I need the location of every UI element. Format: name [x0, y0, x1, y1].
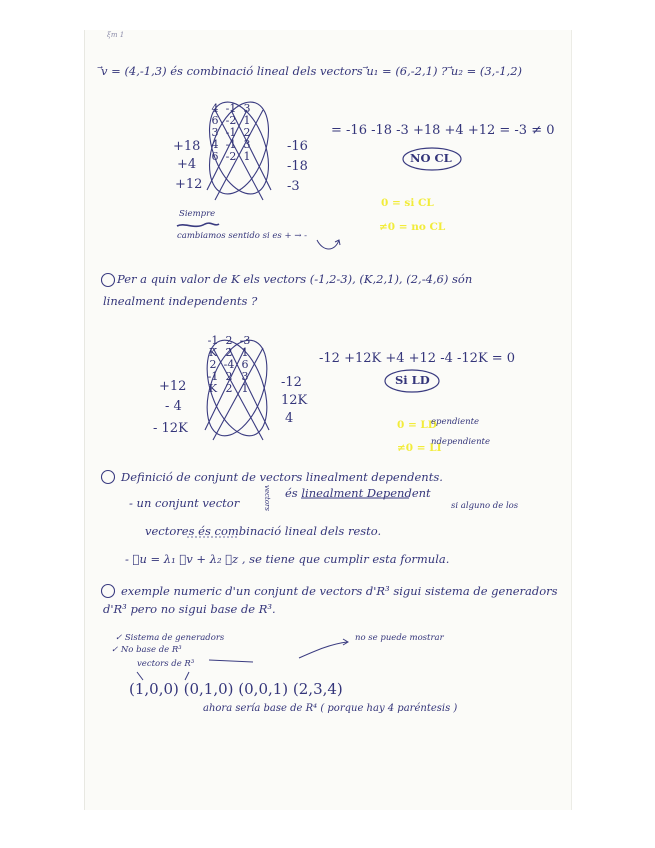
header-mark: ξm 1 [107, 31, 125, 39]
q3-line1b: és linealment Dependent [285, 486, 431, 500]
q4-arrow-note: no se puede mostrar [355, 633, 444, 643]
q3-line1: - un conjunt vector [129, 496, 240, 510]
q4-statement-line2: d'R³ pero no sigui base de R³. [103, 602, 276, 616]
q2-statement-line1: Per a quin valor de K els vectors (-1,2-3), (K,2,1), (2,-4,6) són [117, 272, 473, 286]
q4-label: vectors de R³ [137, 659, 195, 669]
q2-highlight-note: 0 = LD [397, 419, 437, 431]
q1-highlight-note: ≠0 = no CL [379, 221, 446, 233]
q2-matrix: -1 2 -3 K 2 1 2 -4 6 -1 2 3 K 2 1 [207, 334, 251, 395]
q1-statement: ⃗v = (4,-1,3) és combinació lineal dels vectors ⃗u₁ = (6,-2,1) ? ⃗u₂ = (3,-1,2) [101, 64, 522, 78]
q2-statement-line2: linealment independents ? [103, 294, 258, 308]
q1-note: cambiamos sentido si es + → - [177, 231, 308, 241]
q4-check2: ✓ No base de R³ [111, 645, 182, 655]
q1-left-term: +12 [175, 177, 203, 192]
q1-left-term: +4 [177, 157, 197, 172]
q2-equation: -12 +12K +4 +12 -4 -12K = 0 [319, 351, 516, 366]
q1-matrix: 4 -1 3 6 -2 1 3 -1 2 4 -1 3 6 -2 1 [211, 102, 251, 163]
q1-equation: = -16 -18 -3 +18 +4 +12 = -3 ≠ 0 [331, 123, 555, 138]
q1-right-term: -16 [287, 139, 308, 154]
q3-line3: - ⃗u = λ₁ ⃗v + λ₂ ⃗z , se tiene que cumplir esta formula. [125, 552, 450, 566]
q3-statement: Definició de conjunt de vectors linealment dependents. [121, 470, 443, 484]
notebook-page [84, 30, 572, 810]
q4-statement-line1: exemple numeric d'un conjunt de vectors d'R³ sigui sistema de generadors [121, 584, 558, 598]
q3-line1c: si alguno de los [451, 501, 519, 511]
q3-side-vertical: vectors [263, 485, 271, 511]
q4-footer: ahora sería base de R⁴ ( porque hay 4 paréntesis ) [203, 703, 458, 714]
q1-result: NO CL [410, 151, 452, 165]
q2-left-term: - 12K [153, 421, 188, 436]
q1-right-term: -18 [287, 159, 308, 174]
q2-result: Si LD [395, 373, 430, 387]
q2-left-term: +12 [159, 379, 187, 394]
q1-note-title: Siempre [179, 209, 216, 219]
q1-left-term: +18 [173, 139, 201, 154]
q1-highlight-note: 0 = si CL [381, 197, 434, 209]
q4-check1: ✓ Sistema de generadors [115, 633, 225, 643]
q2-right-term: 4 [285, 411, 294, 426]
q4-vectors: (1,0,0) (0,1,0) (0,0,1) (2,3,4) [129, 680, 343, 698]
q2-right-term: -12 [281, 375, 302, 390]
q2-label: ependiente [431, 417, 480, 427]
q3-line2: vectores és combinació lineal dels resto. [145, 524, 382, 538]
q2-left-term: - 4 [165, 399, 182, 414]
q1-right-term: -3 [287, 179, 300, 194]
q2-highlight-note: ≠0 = LI [397, 442, 442, 454]
q2-label: ndependiente [431, 437, 491, 447]
q2-right-term: 12K [281, 393, 308, 408]
